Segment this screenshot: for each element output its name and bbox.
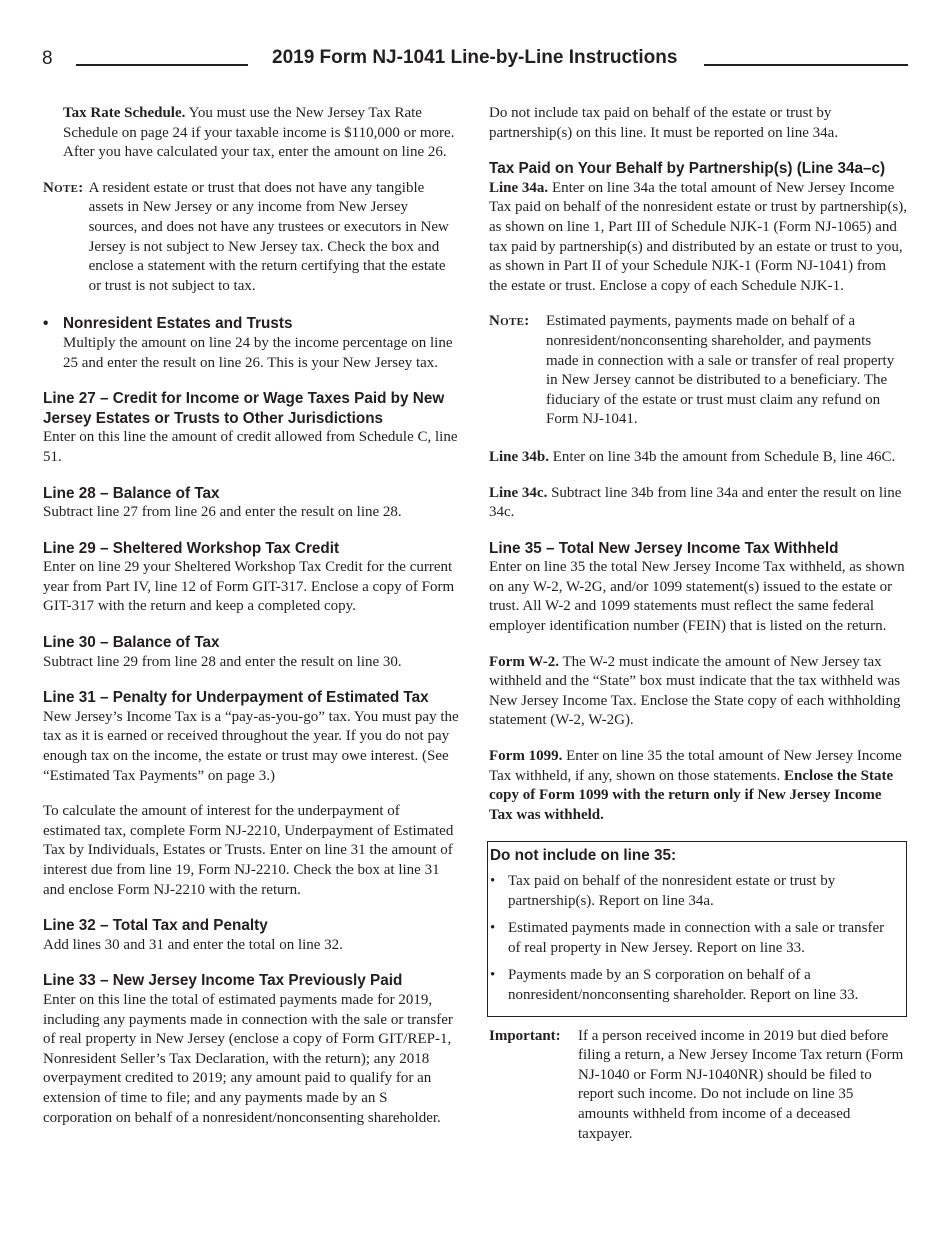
line34c-lead: Line 34c. (489, 484, 548, 501)
nonresident-text: Multiply the amount on line 24 by the income percentage on line 25 and enter the result on line 26. This is your New Jersey tax. (63, 334, 453, 371)
line32-heading: Line 32 – Total Tax and Penalty (43, 917, 268, 935)
line34a-paragraph (489, 179, 907, 297)
line28-heading: Line 28 – Balance of Tax (43, 484, 220, 502)
line31-text-1: New Jersey’s Income Tax is a “pay-as-you-go” tax. You must pay the tax as it is earned or received throughout the year. If you do not pay enough tax on the income, the estate or trust may owe interest. (See “Estimated Tax Payments” on page 3.) (43, 708, 459, 784)
line30-heading: Line 30 – Balance of Tax (43, 634, 220, 652)
important-note (489, 1027, 907, 1145)
list-item: • Payments made by an S corporation on behalf of a nonresident/nonconsenting shareholder. Report on line 33. (489, 966, 897, 1005)
line28-text: Subtract line 27 from line 26 and enter the result on line 28. (43, 504, 402, 521)
line31-heading: Line 31 – Penalty for Underpayment of Estimated Tax (43, 689, 429, 707)
tax-rate-lead: Tax Rate Schedule. (63, 105, 186, 121)
line34b-lead: Line 34b. (489, 448, 550, 465)
form-w2-text: The W-2 must indicate the amount of New Jersey tax withheld and the “State” box must indicate that the tax withheld was New Jersey Income Tax. Enclose the State copy of each withholding statement (W-2, W-2G). (489, 653, 901, 729)
line29-heading: Line 29 – Sheltered Workshop Tax Credit (43, 539, 340, 557)
note-text: A resident estate or trust that does not have any tangible assets in New Jersey or any income from New Jersey sources, and does not have any trustees or executors in New Jersey is not subject to New Jersey tax. Check the box and enclose a statement with the return certifying that the estate or trust is not subject to tax. (88, 179, 449, 294)
line34b-paragraph (489, 448, 907, 468)
do-not-include-list (489, 872, 897, 1006)
page-header (42, 48, 908, 74)
header-rule-right (704, 64, 908, 66)
form-1099-paragraph (489, 747, 907, 825)
nonresident-heading: • Nonresident Estates and Trusts (43, 314, 460, 334)
line33-heading: Line 33 – New Jersey Income Tax Previously Paid (43, 972, 403, 990)
do-not-include-heading: Do not include on line 35: (490, 847, 677, 865)
line29-text: Enter on line 29 your Sheltered Workshop Tax Credit for the current year from Part IV, line 12 of Form GIT-317. Enclose a copy of Form GIT-317 with the return and keep a completed copy. (43, 559, 455, 615)
line34a-text: Enter on line 34a the total amount of New Jersey Income Tax paid on behalf of the nonresident estate or trust by partnership(s), as shown on line 1, Part III of Schedule NJK-1 (Form NJ-1065) and tax paid by partnership(s) and distributed by an estate or trust to you, as shown in Part II of your Schedule NJK-1 (Form NJ-1041) from the estate or trust. Enclose a copy of each Schedule NJK-1. (489, 179, 907, 294)
form-w2-paragraph (489, 653, 907, 731)
do-not-include-box (487, 841, 907, 1016)
tax-rate-text: You must use the New Jersey Tax Rate Schedule on page 24 if your taxable income is $110,000 or more. After you have calculated your tax, enter the amount on line 26. (63, 105, 455, 161)
page-title: 2019 Form NJ-1041 Line-by-Line Instructions (272, 47, 678, 68)
note-resident (43, 179, 460, 297)
important-text: If a person received income in 2019 but died before filing a return, a New Jersey Income Tax return (Form NJ-1040 or Form NJ-1040NR) should be filed to report such income. Do not include on line 35 amounts withheld from income of a deceased taxpayer. (578, 1027, 904, 1142)
right-column (489, 104, 907, 1144)
note-label: Note: (43, 179, 84, 196)
line34c-text: Subtract line 34b from line 34a and enter the result on line 34c. (489, 484, 902, 521)
header-rule-left (76, 64, 248, 66)
list-item: • Estimated payments made in connection with a sale or transfer of real property in New Jersey. Report on line 33. (489, 919, 897, 958)
form-1099-bold-text: Enclose the State copy of Form 1099 with the return only if New Jersey Income Tax was withheld. (489, 767, 894, 823)
note-label: Note: (489, 313, 530, 330)
line34a-lead: Line 34a. (489, 179, 549, 196)
page-number: 8 (42, 48, 53, 69)
line27-heading: Line 27 – Credit for Income or Wage Taxes Paid by New Jersey Estates or Trusts to Other Jurisdictions (43, 390, 445, 427)
important-label: Important: (489, 1027, 561, 1044)
left-column (43, 104, 460, 1144)
form-1099-text: Enter on line 35 the total amount of New Jersey Income Tax withheld, if any, shown on those statements. (489, 748, 902, 784)
form-1099-lead: Form 1099. (489, 748, 563, 765)
line33-text: Enter on this line the total of estimated payments made for 2019, including any payments made in connection with the sale or transfer of real property in New Jersey (enclose a copy of Form GIT/REP-1, Nonresident Seller’s Tax Declaration, with the return); any 2018 overpayment credited to 2019; any amount paid to qualify for an extension of time to file; and any payments made by an S corporation on behalf of a nonresident/nonconsenting shareholder. (43, 991, 453, 1126)
line35-text: Enter on line 35 the total New Jersey Income Tax withheld, as shown on any W-2, W-2G, and/or 1099 statement(s) issued to the estate or trust. All W-2 and 1099 statements must reflect the same federal employer identification number (FEIN) that is listed on the return. (489, 559, 905, 635)
line34-heading: Tax Paid on Your Behalf by Partnership(s) (Line 34a–c) (489, 160, 886, 178)
note-text: Estimated payments, payments made on behalf of a nonresident/nonconsenting shareholder, and payments made in connection with a sale or transfer of real property in New Jersey cannot be distributed to a beneficiary. The fiduciary of the estate or trust must claim any refund on Form NJ-1041. (546, 313, 895, 428)
line27-text: Enter on this line the amount of credit allowed from Schedule C, line 51. (43, 429, 458, 465)
line30-text: Subtract line 29 from line 28 and enter the result on line 30. (43, 653, 402, 670)
line32-text: Add lines 30 and 31 and enter the total on line 32. (43, 936, 343, 953)
line34c-paragraph (489, 484, 907, 523)
line35-heading: Line 35 – Total New Jersey Income Tax Withheld (489, 539, 839, 557)
note-distribution (489, 312, 907, 430)
tax-rate-paragraph (63, 104, 460, 163)
list-item: • Tax paid on behalf of the nonresident estate or trust by partnership(s). Report on line 34a. (489, 872, 897, 911)
form-w2-lead: Form W-2. (489, 653, 559, 670)
line34b-text: Enter on line 34b the amount from Schedule B, line 46C. (549, 448, 896, 465)
line31-text-2: To calculate the amount of interest for the underpayment of estimated tax, complete Form NJ-2210, Underpayment of Estimated Tax by Individuals, Estates or Trusts. Enter on line 31 the amount of interest due from line 19, Form NJ-2210. Check the box at line 31 and enclose Form NJ-2210 with the return. (43, 803, 454, 898)
partnership-intro: Do not include tax paid on behalf of the estate or trust by partnership(s) on this line. It must be reported on line 34a. (489, 105, 839, 141)
